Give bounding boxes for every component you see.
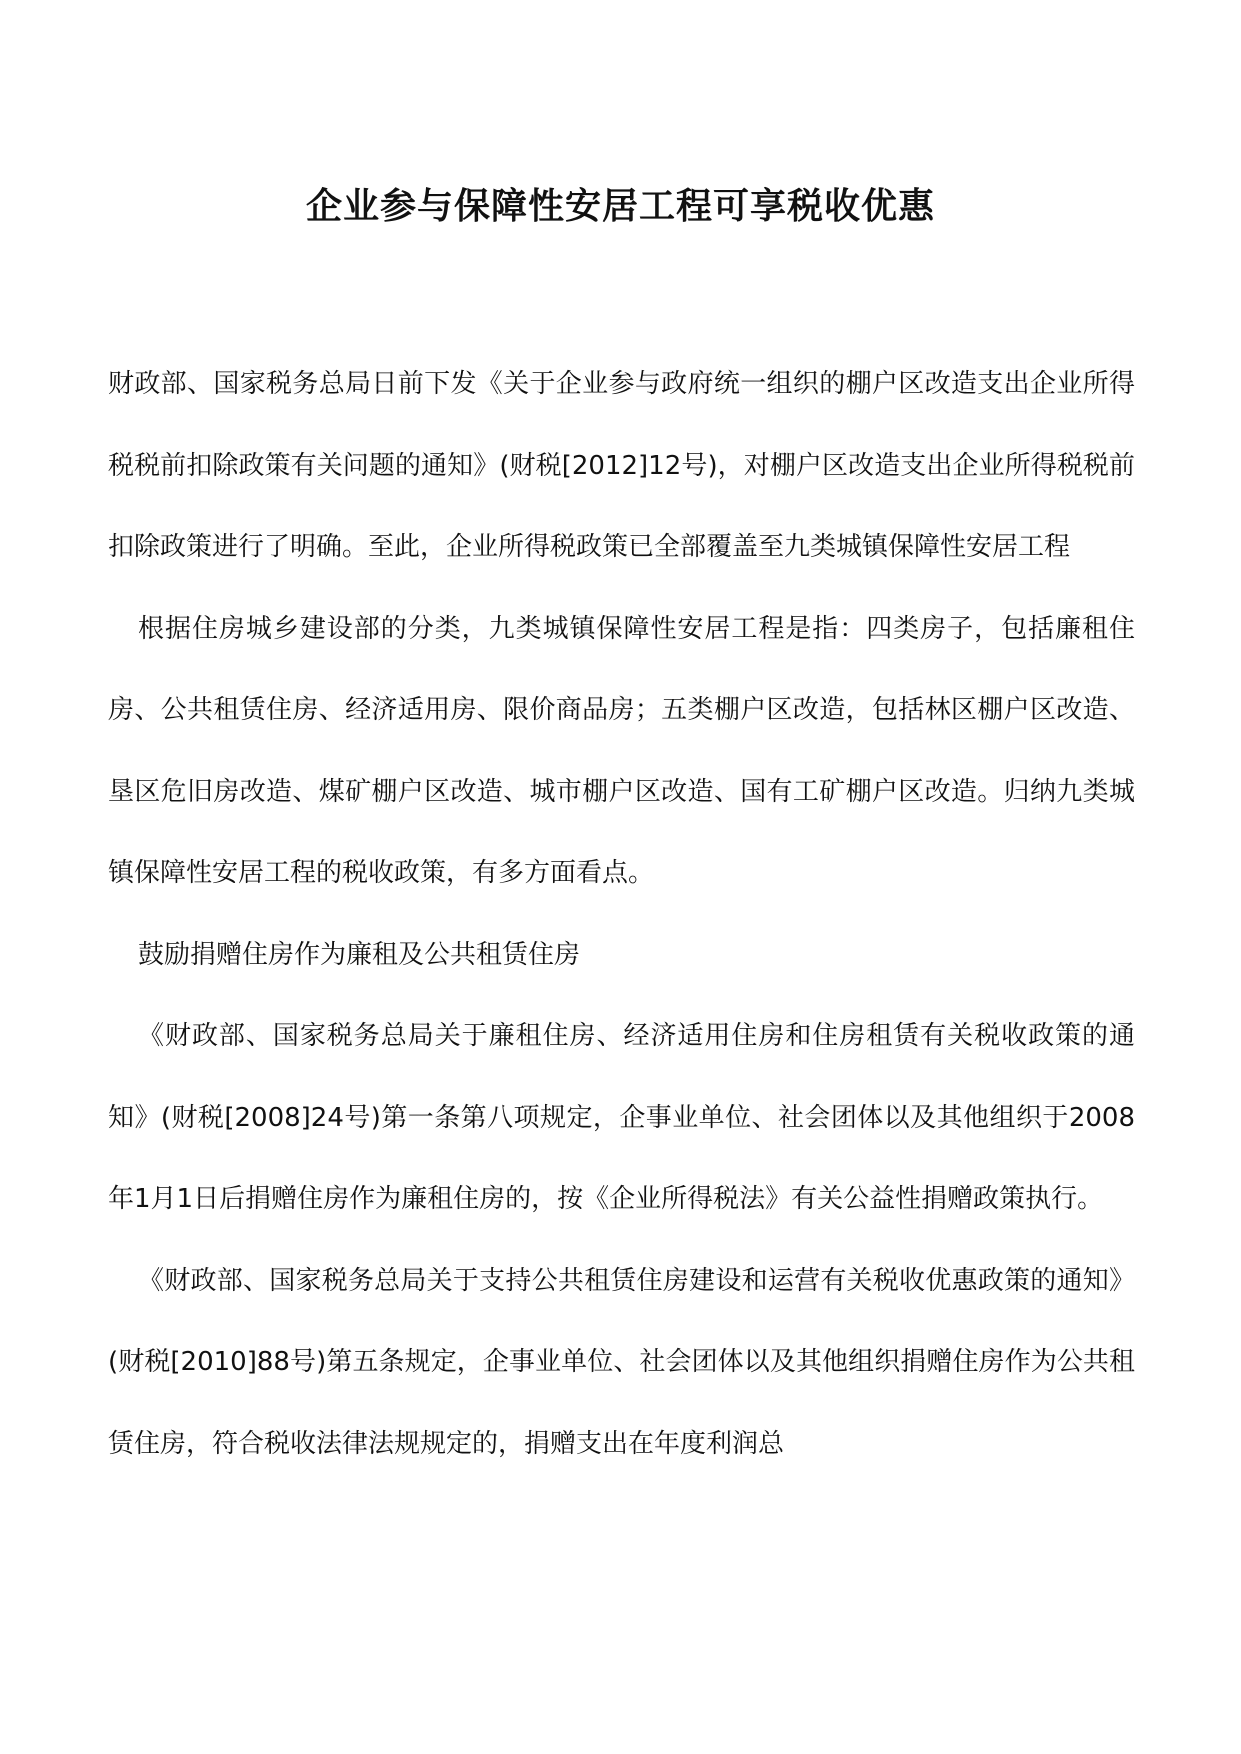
document-body — [108, 344, 1135, 1485]
paragraph-intro: 财政部、国家税务总局日前下发《关于企业参与政府统一组织的棚户区改造支出企业所得税税前扣除政策有关问题的通知》(财税[2012]12号)，对棚户区改造支出企业所得税税前扣除政策进行了明确。至此，企业所得税政策已全部覆盖至九类城镇保障性安居工程 — [108, 369, 1135, 562]
section-heading-donation: 鼓励捐赠住房作为廉租及公共租赁住房 — [138, 939, 581, 970]
paragraph-classification: 根据住房城乡建设部的分类，九类城镇保障性安居工程是指：四类房子，包括廉租住房、公共租赁住房、经济适用房、限价商品房；五类棚户区改造，包括林区棚户区改造、垦区危旧房改造、煤矿棚户区改造、城市棚户区改造、国有工矿棚户区改造。归纳九类城镇保障性安居工程的税收政策，有多方面看点。 — [108, 613, 1135, 888]
paragraph-low-rent-donation: 《财政部、国家税务总局关于廉租住房、经济适用住房和住房租赁有关税收政策的通知》(财税[2008]24号)第一条第八项规定，企事业单位、社会团体以及其他组织于2008年1月1日后捐赠住房作为廉租住房的，按《企业所得税法》有关公益性捐赠政策执行。 — [108, 1021, 1135, 1214]
document-title: 企业参与保障性安居工程可享税收优惠 — [305, 185, 935, 228]
paragraph-public-rental-donation: 《财政部、国家税务总局关于支持公共租赁住房建设和运营有关税收优惠政策的通知》(财税[2010]88号)第五条规定，企事业单位、社会团体以及其他组织捐赠住房作为公共租赁住房，符合税收法律法规规定的，捐赠支出在年度利润总 — [108, 1265, 1135, 1459]
